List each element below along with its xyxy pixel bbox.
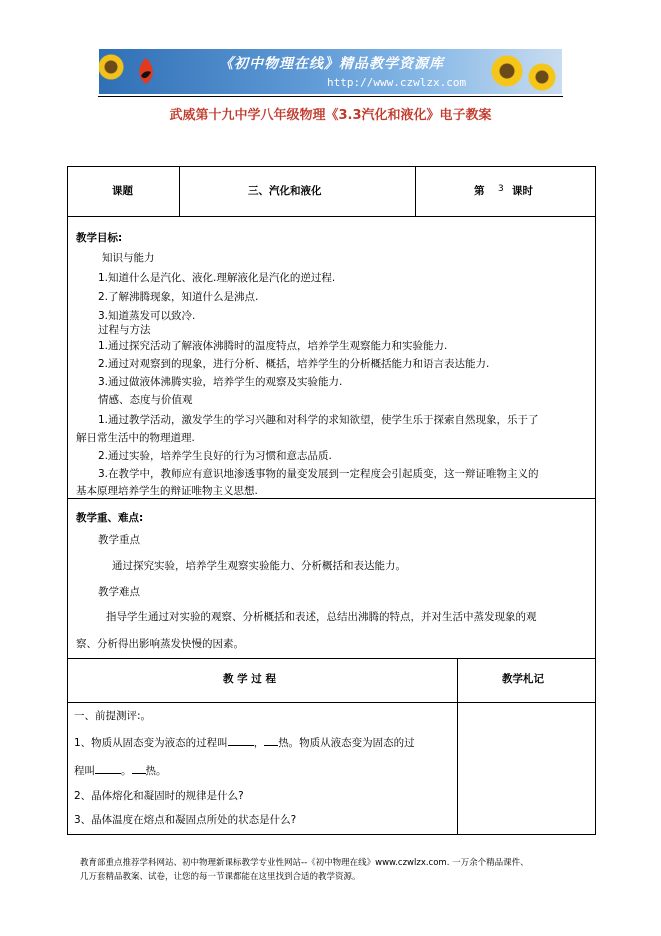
key-points-section — [67, 498, 596, 659]
topic-row — [67, 166, 596, 217]
objective-item: 2.通过实验，培养学生良好的行为习惯和意志品质. — [98, 450, 332, 462]
answer-blank[interactable] — [132, 763, 146, 774]
difficulty-text: 指导学生通过对实验的观察、分析概括和表述，总结出沸腾的特点，并对生活中蒸发现象的观 — [106, 611, 537, 623]
process-line: 2、晶体熔化和凝固时的规律是什么? — [74, 790, 244, 802]
notes-header: 教学札记 — [502, 673, 544, 685]
banner-url[interactable]: http://www.czwlzx.com — [327, 76, 467, 89]
process-text: 1、物质从固态变为液态的过程叫 — [74, 737, 228, 749]
process-text: 。 — [121, 765, 132, 777]
footer-line: 几万套精品教案、试卷，让您的每一节课都能在这里找到合适的教学资源。 — [80, 872, 361, 882]
period-prefix: 第 — [474, 185, 485, 197]
answer-blank[interactable] — [95, 763, 121, 774]
objective-item: 2.通过对观察到的现象，进行分析、概括，培养学生的分析概括能力和语言表达能力. — [98, 358, 490, 370]
objective-item: 1.通过教学活动，激发学生的学习兴趣和对科学的求知欲望，使学生乐于探索自然现象，乐于了 — [98, 414, 539, 426]
difficulty-text: 察、分析得出影响蒸发快慢的因素。 — [76, 638, 244, 650]
objectives-heading: 教学目标: — [76, 232, 123, 244]
answer-blank[interactable] — [264, 735, 278, 746]
process-text: ， — [253, 737, 265, 749]
topic-value-cell — [180, 167, 416, 216]
period-suffix: 课时 — [512, 185, 533, 197]
process-line — [74, 763, 167, 778]
objective-item: 解日常生活中的物理道理. — [76, 432, 195, 444]
notes-header-cell — [458, 659, 595, 702]
objective-item: 3.知道蒸发可以致冷. — [98, 310, 196, 322]
objective-item: 1.知道什么是汽化、液化.理解液化是汽化的逆过程. — [98, 272, 336, 284]
topic-label-cell — [68, 167, 180, 216]
footer-line: 教育部重点推荐学科网站、初中物理新课标教学专业性网站--《初中物理在线》www.czwlzx.com. 一万余个精品课件、 — [80, 858, 529, 868]
document-title: 武威第十九中学八年级物理《3.3汽化和液化》电子教案 — [169, 108, 492, 123]
objectives-section — [67, 216, 596, 499]
objectives-subheading: 知识与能力 — [102, 252, 155, 264]
banner-title: 《初中物理在线》精品教学资源库 — [219, 56, 444, 72]
period-cell — [416, 167, 595, 216]
process-text: 热。物质从液态变为固态的过 — [278, 737, 415, 749]
objectives-subheading: 过程与方法 — [98, 324, 151, 336]
process-line: 一、前提测评:。 — [74, 710, 152, 722]
notes-body-cell[interactable] — [458, 703, 595, 834]
process-body-cell — [68, 703, 458, 834]
process-line: 3、晶体温度在熔点和凝固点所处的状态是什么? — [74, 814, 297, 826]
objective-item: 3.通过做液体沸腾实验，培养学生的观察及实验能力. — [98, 376, 343, 388]
topic-value: 三、汽化和液化 — [248, 185, 322, 197]
key-points-heading: 教学重、难点: — [76, 512, 144, 524]
header-rule — [98, 96, 563, 97]
process-body-row — [67, 702, 596, 835]
process-text: 程叫 — [74, 765, 95, 777]
objective-item: 3.在教学中，教师应有意识地渗透事物的量变发展到一定程度会引起质变，这一辩证唯物主义的 — [98, 468, 539, 480]
objective-item: 2.了解沸腾现象，知道什么是沸点. — [98, 291, 259, 303]
focus-label: 教学重点 — [98, 534, 140, 546]
process-header-row — [67, 658, 596, 703]
process-text: 热。 — [145, 765, 167, 777]
sunflower-icon — [472, 49, 562, 94]
objectives-subheading: 情感、态度与价值观 — [98, 394, 193, 406]
focus-text: 通过探究实验，培养学生观察实验能力、分析概括和表达能力。 — [112, 560, 406, 572]
objective-item: 1.通过探究活动了解液体沸腾时的温度特点，培养学生观察能力和实验能力. — [98, 340, 448, 352]
process-line — [74, 735, 415, 750]
period-number: 3 — [498, 184, 504, 194]
sunflower-icon — [99, 49, 129, 94]
objective-item: 基本原理培养学生的辩证唯物主义思想. — [76, 485, 258, 497]
difficulty-label: 教学难点 — [98, 586, 140, 598]
topic-label: 课题 — [112, 185, 133, 197]
process-header: 教 学 过 程 — [223, 673, 276, 685]
site-logo-icon — [133, 56, 159, 86]
answer-blank[interactable] — [228, 735, 254, 746]
header-banner — [99, 49, 562, 94]
process-header-cell — [68, 659, 458, 702]
